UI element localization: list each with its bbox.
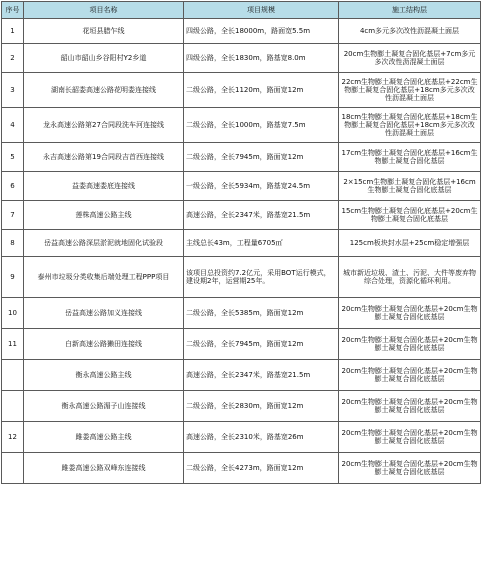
table-row xyxy=(2,44,481,73)
row-scale: 主线总长43m，工程量6705㎡ xyxy=(184,230,339,257)
row-project: 永吉高速公路第19合同段吉首西连接线 xyxy=(24,143,184,172)
table-row xyxy=(2,19,481,44)
table-row xyxy=(2,143,481,172)
row-scale: 二级公路，全长7945m，路面宽12m xyxy=(184,143,339,172)
table-header-row xyxy=(2,2,481,19)
row-project: 白新高速公路獭田连接线 xyxy=(24,329,184,360)
table-row xyxy=(2,201,481,230)
row-project: 龙永高速公路第27合同段洗车河连接线 xyxy=(24,108,184,143)
row-project: 雎娄高速公路主线 xyxy=(24,422,184,453)
row-scale: 二级公路，全长7945m，路面宽12m xyxy=(184,329,339,360)
row-construction: 2×15cm生物膨土凝复合固化基层+16cm生物膨土凝复合固化底基层 xyxy=(339,172,481,201)
row-no: 1 xyxy=(2,19,24,44)
row-construction: 20cm生物膨土凝复合固化基层+20cm生物膨土凝复合固化底基层 xyxy=(339,360,481,391)
table-row xyxy=(2,453,481,484)
row-construction: 20cm生物膨土凝复合固化基层+20cm生物膨土凝复合固化底基层 xyxy=(339,298,481,329)
row-scale: 二级公路，全长4273m，路面宽12m xyxy=(184,453,339,484)
row-project: 花垣县腊乍线 xyxy=(24,19,184,44)
row-no: 10 xyxy=(2,298,24,329)
row-scale: 一级公路，全长5934m，路基宽24.5m xyxy=(184,172,339,201)
table-row xyxy=(2,108,481,143)
row-scale: 高速公路，全长2347米，路基宽21.5m xyxy=(184,201,339,230)
row-no: 12 xyxy=(2,422,24,453)
row-no xyxy=(2,360,24,391)
row-project: 衡永高速公路湄子山连接线 xyxy=(24,391,184,422)
row-no: 3 xyxy=(2,73,24,108)
row-construction: 4cm多元多次改性沥混凝土面层 xyxy=(339,19,481,44)
table-row xyxy=(2,73,481,108)
row-construction: 20cm生物膨土凝复合固化基层+20cm生物膨土凝复合固化底基层 xyxy=(339,422,481,453)
row-project: 莲株高速公路主线 xyxy=(24,201,184,230)
row-scale: 高速公路，全长2310米，路基宽26m xyxy=(184,422,339,453)
row-construction: 20cm生物膨土凝复合固化基层+20cm生物膨土凝复合固化底基层 xyxy=(339,453,481,484)
table-row xyxy=(2,422,481,453)
table-row xyxy=(2,329,481,360)
row-construction: 17cm生物膨土凝复合固化底基层+16cm生物膨土凝复合固化基层 xyxy=(339,143,481,172)
row-scale: 二级公路，全长5385m，路面宽12m xyxy=(184,298,339,329)
header-project-name: 项目名称 xyxy=(24,2,184,19)
projects-table xyxy=(1,1,481,484)
row-construction: 125cm板块封水层+25cm稳定增强层 xyxy=(339,230,481,257)
header-project-scale: 项目规模 xyxy=(184,2,339,19)
row-no xyxy=(2,391,24,422)
row-scale: 二级公路，全长2830m，路面宽12m xyxy=(184,391,339,422)
row-construction: 22cm生物膨土凝复合固化底基层+22cm生物膨土凝复合固化基层+18cm多元多次改性沥混凝土面层 xyxy=(339,73,481,108)
table-row xyxy=(2,172,481,201)
row-scale: 二级公路，全长1000m，路基宽7.5m xyxy=(184,108,339,143)
table-row xyxy=(2,298,481,329)
row-no: 8 xyxy=(2,230,24,257)
row-scale: 四级公路，全长18000m，路面宽5.5m xyxy=(184,19,339,44)
row-project: 岳益高速公路加义连接线 xyxy=(24,298,184,329)
row-project: 湖南长韶娄高速公路花明娄连接线 xyxy=(24,73,184,108)
row-project: 岳益高速公路深层淤泥就地固化试验段 xyxy=(24,230,184,257)
row-project: 衡永高速公路主线 xyxy=(24,360,184,391)
row-no: 6 xyxy=(2,172,24,201)
row-scale: 该项目总投资约7.2亿元，采用BOT运行模式，建设期2年，运营期25年。 xyxy=(184,257,339,298)
row-project: 泰州市垃圾分类收集后端处理工程PPP项目 xyxy=(24,257,184,298)
row-construction: 城市新近垃圾、渣土、污泥、大件等废弃物综合处理，资源化循环利用。 xyxy=(339,257,481,298)
row-scale: 二级公路，全长1120m，路面宽12m xyxy=(184,73,339,108)
table-row xyxy=(2,391,481,422)
table-row xyxy=(2,230,481,257)
table-row xyxy=(2,257,481,298)
row-no: 2 xyxy=(2,44,24,73)
row-no xyxy=(2,453,24,484)
row-construction: 18cm生物膨土凝复合固化底基层+18cm生物膨土凝复合固化基层+18cm多元多次改性沥混凝土面层 xyxy=(339,108,481,143)
header-construction-layer: 施工结构层 xyxy=(339,2,481,19)
table-row xyxy=(2,360,481,391)
header-no: 序号 xyxy=(2,2,24,19)
row-construction: 20cm生物膨土凝复合固化基层+20cm生物膨土凝复合固化底基层 xyxy=(339,391,481,422)
row-construction: 15cm生物膨土凝复合固化底基层+20cm生物膨土凝复合固化底基层 xyxy=(339,201,481,230)
row-project: 雎娄高速公路双峰东连接线 xyxy=(24,453,184,484)
row-no: 11 xyxy=(2,329,24,360)
row-no: 5 xyxy=(2,143,24,172)
row-no: 4 xyxy=(2,108,24,143)
row-project: 韶山市韶山乡谷阳村Y2乡道 xyxy=(24,44,184,73)
row-project: 益娄高速娄底连接线 xyxy=(24,172,184,201)
row-construction: 20cm生物膨土凝复合固化基层+20cm生物膨土凝复合固化底基层 xyxy=(339,329,481,360)
row-scale: 高速公路，全长2347米，路基宽21.5m xyxy=(184,360,339,391)
row-no: 9 xyxy=(2,257,24,298)
row-no: 7 xyxy=(2,201,24,230)
row-construction: 20cm生物膨土凝复合固化基层+7cm多元多次改性沥混凝土面层 xyxy=(339,44,481,73)
row-scale: 四级公路，全长1830m，路基宽8.0m xyxy=(184,44,339,73)
